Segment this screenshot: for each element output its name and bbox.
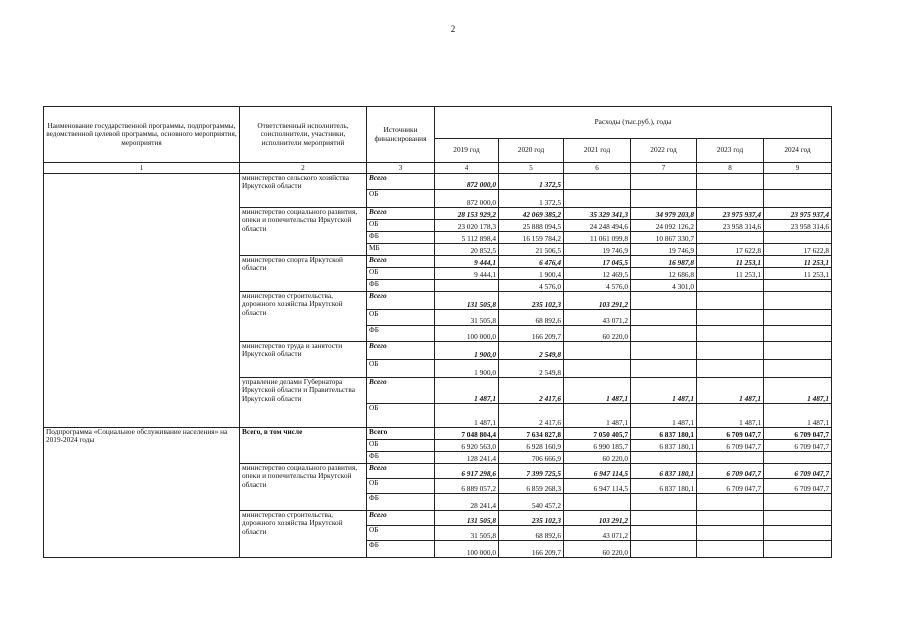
value-cell: 43 071,2: [564, 310, 631, 326]
executor-cell: Всего, в том числе: [240, 428, 367, 464]
source-cell: ОБ: [367, 268, 435, 280]
executor-cell: министерство сельского хозяйства Иркутской области: [240, 174, 367, 208]
executor-cell: министерство строительства, дорожного хозяйства Иркутской области: [240, 292, 367, 342]
source-cell: Всего: [367, 174, 435, 190]
value-cell: 540 457,2: [499, 494, 564, 511]
value-cell: 7 050 405,7: [564, 428, 631, 440]
value-cell: 7 048 804,4: [435, 428, 499, 440]
value-cell: 6 709 047,7: [697, 428, 764, 440]
value-cell: 6 709 047,7: [697, 479, 764, 494]
value-cell: 1 372,5: [499, 174, 564, 190]
value-cell: 2 417,6: [499, 378, 564, 404]
value-cell: [631, 526, 697, 541]
value-cell: [631, 326, 697, 342]
source-cell: ОБ: [367, 310, 435, 326]
value-cell: 24 248 494,6: [564, 220, 631, 232]
value-cell: 6 837 180,1: [631, 479, 697, 494]
value-cell: 6 947 114,5: [564, 479, 631, 494]
value-cell: 6 859 268,3: [499, 479, 564, 494]
column-number: 4: [435, 163, 499, 174]
value-cell: [697, 511, 764, 526]
value-cell: 42 069 385,2: [499, 208, 564, 220]
value-cell: 1 372,5: [499, 190, 564, 208]
value-cell: 235 102,3: [499, 292, 564, 310]
source-cell: Всего: [367, 342, 435, 360]
value-cell: 1 487,1: [564, 404, 631, 428]
value-cell: 103 291,2: [564, 511, 631, 526]
program-name-cell: [44, 174, 240, 428]
column-number: 6: [564, 163, 631, 174]
value-cell: 23 958 314,6: [764, 220, 832, 232]
header-year: 2024 год: [764, 139, 832, 163]
source-cell: Всего: [367, 511, 435, 526]
program-name-cell: Подпрограмма «Социальное обслуживание населения» на 2019-2024 годы: [44, 428, 240, 558]
header-col-expenses: Расходы (тыс.руб.), годы: [435, 107, 832, 139]
value-cell: 6 928 160,9: [499, 440, 564, 452]
value-cell: 20 852,5: [435, 244, 499, 256]
source-cell: ФБ: [367, 541, 435, 558]
value-cell: [564, 494, 631, 511]
value-cell: [697, 190, 764, 208]
value-cell: [764, 326, 832, 342]
value-cell: 1 487,1: [764, 378, 832, 404]
value-cell: 11 253,1: [697, 256, 764, 268]
value-cell: 28 241,4: [435, 494, 499, 511]
value-cell: 68 892,6: [499, 526, 564, 541]
column-number: 2: [240, 163, 367, 174]
value-cell: [764, 292, 832, 310]
source-cell: ФБ: [367, 280, 435, 292]
value-cell: 6 709 047,7: [764, 479, 832, 494]
value-cell: 6 990 185,7: [564, 440, 631, 452]
header-col-executor: Ответственный исполнитель, соисполнители, участники, исполнители мероприятий: [240, 107, 367, 163]
value-cell: [764, 526, 832, 541]
value-cell: 166 209,7: [499, 541, 564, 558]
value-cell: 100 000,0: [435, 326, 499, 342]
value-cell: [435, 280, 499, 292]
value-cell: [697, 342, 764, 360]
value-cell: 17 622,8: [764, 244, 832, 256]
value-cell: 35 329 341,3: [564, 208, 631, 220]
source-cell: ОБ: [367, 479, 435, 494]
value-cell: [631, 310, 697, 326]
value-cell: [564, 342, 631, 360]
value-cell: 60 220,0: [564, 326, 631, 342]
value-cell: 1 900,0: [435, 360, 499, 378]
column-number: 1: [44, 163, 240, 174]
column-number: 3: [367, 163, 435, 174]
column-number: 8: [697, 163, 764, 174]
value-cell: 31 505,8: [435, 526, 499, 541]
value-cell: 17 622,8: [697, 244, 764, 256]
header-year: 2021 год: [564, 139, 631, 163]
value-cell: [564, 174, 631, 190]
value-cell: [631, 541, 697, 558]
value-cell: 131 505,8: [435, 292, 499, 310]
value-cell: 128 241,4: [435, 452, 499, 464]
value-cell: [764, 280, 832, 292]
value-cell: [697, 541, 764, 558]
source-cell: Всего: [367, 292, 435, 310]
value-cell: 43 071,2: [564, 526, 631, 541]
value-cell: [764, 511, 832, 526]
value-cell: 1 900,4: [499, 268, 564, 280]
value-cell: 1 487,1: [435, 378, 499, 404]
column-number: 7: [631, 163, 697, 174]
page-number: 2: [450, 24, 456, 34]
value-cell: 12 469,5: [564, 268, 631, 280]
value-cell: 31 505,8: [435, 310, 499, 326]
value-cell: 17 045,5: [564, 256, 631, 268]
source-cell: ФБ: [367, 494, 435, 511]
value-cell: [697, 292, 764, 310]
source-cell: ОБ: [367, 404, 435, 428]
table-row: [44, 174, 832, 190]
header-col-name: Наименование государственной программы, подпрограммы, ведомственной целевой программы, основного мероприятия, мероприятия: [44, 107, 240, 163]
value-cell: [764, 494, 832, 511]
column-number: 5: [499, 163, 564, 174]
source-cell: ФБ: [367, 326, 435, 342]
value-cell: 872 000,0: [435, 190, 499, 208]
value-cell: [631, 511, 697, 526]
value-cell: [764, 174, 832, 190]
source-cell: ФБ: [367, 232, 435, 244]
value-cell: [697, 526, 764, 541]
value-cell: 34 979 203,8: [631, 208, 697, 220]
value-cell: [764, 360, 832, 378]
source-cell: Всего: [367, 464, 435, 479]
value-cell: [697, 326, 764, 342]
value-cell: 2 549,8: [499, 360, 564, 378]
value-cell: 28 153 929,2: [435, 208, 499, 220]
value-cell: 6 837 180,1: [631, 440, 697, 452]
value-cell: 60 220,0: [564, 541, 631, 558]
value-cell: 4 301,0: [631, 280, 697, 292]
value-cell: 6 837 180,1: [631, 464, 697, 479]
value-cell: 706 666,9: [499, 452, 564, 464]
source-cell: Всего: [367, 428, 435, 440]
value-cell: 11 253,1: [764, 256, 832, 268]
value-cell: 25 888 094,5: [499, 220, 564, 232]
value-cell: 16 159 784,2: [499, 232, 564, 244]
executor-cell: министерство строительства, дорожного хозяйства Иркутской области: [240, 511, 367, 558]
source-cell: ОБ: [367, 190, 435, 208]
value-cell: 6 476,4: [499, 256, 564, 268]
value-cell: 6 709 047,7: [697, 464, 764, 479]
value-cell: 1 487,1: [631, 404, 697, 428]
value-cell: [764, 190, 832, 208]
header-col-sources: Источники финансирования: [367, 107, 435, 163]
source-cell: Всего: [367, 256, 435, 268]
value-cell: [697, 452, 764, 464]
source-cell: ОБ: [367, 220, 435, 232]
value-cell: 19 746,9: [564, 244, 631, 256]
value-cell: 100 000,0: [435, 541, 499, 558]
value-cell: 6 920 563,0: [435, 440, 499, 452]
value-cell: [764, 452, 832, 464]
source-cell: Всего: [367, 208, 435, 220]
value-cell: 6 917 298,6: [435, 464, 499, 479]
value-cell: 6 837 180,1: [631, 428, 697, 440]
value-cell: 68 892,6: [499, 310, 564, 326]
value-cell: [631, 360, 697, 378]
value-cell: 12 686,8: [631, 268, 697, 280]
value-cell: 23 975 937,4: [764, 208, 832, 220]
value-cell: [631, 452, 697, 464]
source-cell: Всего: [367, 378, 435, 404]
value-cell: 21 506,5: [499, 244, 564, 256]
value-cell: 4 576,0: [564, 280, 631, 292]
value-cell: 23 020 178,3: [435, 220, 499, 232]
value-cell: 24 092 126,2: [631, 220, 697, 232]
source-cell: МБ: [367, 244, 435, 256]
value-cell: [564, 190, 631, 208]
value-cell: 2 417,6: [499, 404, 564, 428]
executor-cell: министерство спорта Иркутской области: [240, 256, 367, 292]
value-cell: [697, 494, 764, 511]
header-year: 2020 год: [499, 139, 564, 163]
value-cell: 23 975 937,4: [697, 208, 764, 220]
value-cell: 6 709 047,7: [764, 464, 832, 479]
executor-cell: министерство труда и занятости Иркутской области: [240, 342, 367, 378]
value-cell: 6 889 057,2: [435, 479, 499, 494]
value-cell: [697, 310, 764, 326]
value-cell: 1 487,1: [764, 404, 832, 428]
value-cell: 166 209,7: [499, 326, 564, 342]
value-cell: 23 958 314,6: [697, 220, 764, 232]
value-cell: [764, 310, 832, 326]
source-cell: ОБ: [367, 360, 435, 378]
value-cell: 131 505,8: [435, 511, 499, 526]
value-cell: [764, 232, 832, 244]
value-cell: 9 444,1: [435, 268, 499, 280]
source-cell: ОБ: [367, 440, 435, 452]
source-cell: ОБ: [367, 526, 435, 541]
value-cell: [697, 280, 764, 292]
executor-cell: управление делами Губернатора Иркутской области и Правительства Иркутской области: [240, 378, 367, 428]
value-cell: 1 487,1: [564, 378, 631, 404]
value-cell: [564, 360, 631, 378]
header-year: 2022 год: [631, 139, 697, 163]
executor-cell: министерство социального развития, опеки и попечительства Иркутской области: [240, 208, 367, 256]
column-number: 9: [764, 163, 832, 174]
value-cell: 6 709 047,7: [697, 440, 764, 452]
value-cell: 9 444,1: [435, 256, 499, 268]
value-cell: 1 487,1: [697, 378, 764, 404]
budget-table: [43, 106, 832, 558]
value-cell: [697, 232, 764, 244]
value-cell: 19 746,9: [631, 244, 697, 256]
value-cell: 7 634 827,8: [499, 428, 564, 440]
value-cell: 1 487,1: [697, 404, 764, 428]
value-cell: 7 399 725,5: [499, 464, 564, 479]
value-cell: 16 987,8: [631, 256, 697, 268]
value-cell: 6 709 047,7: [764, 428, 832, 440]
source-cell: ФБ: [367, 452, 435, 464]
value-cell: 11 253,1: [697, 268, 764, 280]
value-cell: 11 253,1: [764, 268, 832, 280]
value-cell: 1 487,1: [631, 378, 697, 404]
executor-cell: министерство социального развития, опеки и попечительства Иркутской области: [240, 464, 367, 511]
value-cell: 103 291,2: [564, 292, 631, 310]
value-cell: [697, 174, 764, 190]
value-cell: 10 867 330,7: [631, 232, 697, 244]
value-cell: [631, 292, 697, 310]
value-cell: 11 061 099,8: [564, 232, 631, 244]
value-cell: 1 487,1: [435, 404, 499, 428]
table-row: [44, 428, 832, 440]
value-cell: 60 220,0: [564, 452, 631, 464]
value-cell: 235 102,3: [499, 511, 564, 526]
value-cell: 1 900,0: [435, 342, 499, 360]
value-cell: 4 576,0: [499, 280, 564, 292]
value-cell: [631, 174, 697, 190]
value-cell: 2 549,8: [499, 342, 564, 360]
header-year: 2023 год: [697, 139, 764, 163]
value-cell: [764, 541, 832, 558]
value-cell: [631, 494, 697, 511]
value-cell: 6 709 047,7: [764, 440, 832, 452]
value-cell: 6 947 114,5: [564, 464, 631, 479]
value-cell: [764, 342, 832, 360]
header-year: 2019 год: [435, 139, 499, 163]
value-cell: 5 112 898,4: [435, 232, 499, 244]
value-cell: [631, 342, 697, 360]
value-cell: 872 000,0: [435, 174, 499, 190]
value-cell: [631, 190, 697, 208]
value-cell: [697, 360, 764, 378]
